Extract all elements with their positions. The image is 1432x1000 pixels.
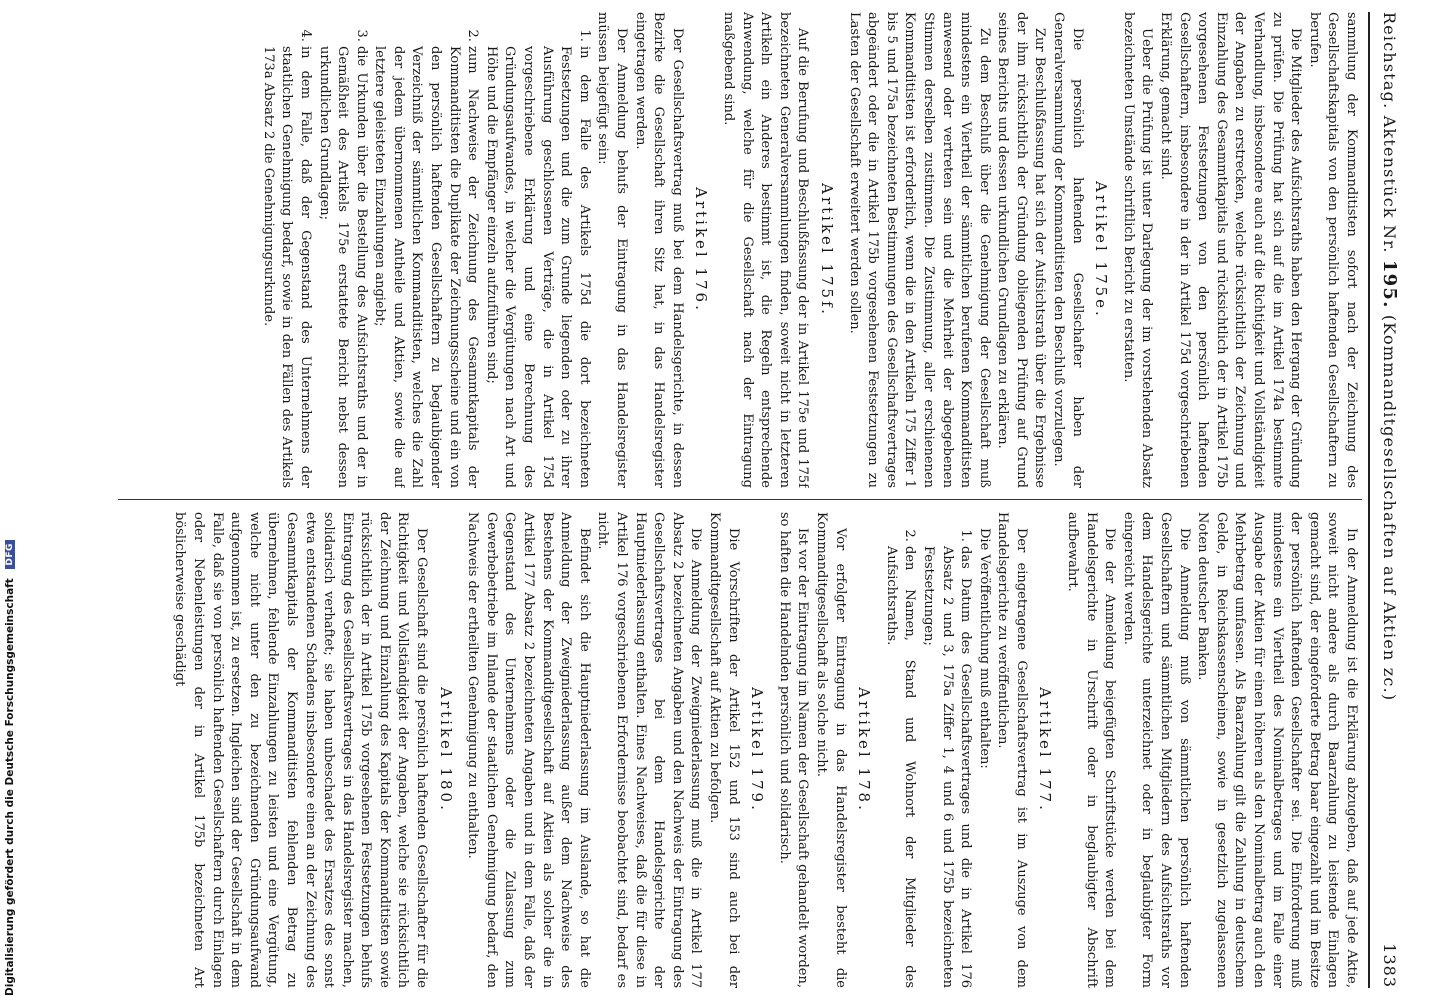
list-item: 3. die Urkunden über die Bestellung des Aufsichtsraths und der in Gemäßheit des Artikels 175e erstattete Bericht nebst dessen urkundlichen Grundlagen; <box>314 46 370 488</box>
paragraph: Zu dem Beschluß über die Genehmigung der Gesellschaft muß mindestens ein Viertheil der sämmtlichen berufenen Kommanditisten anwesend oder vertreten sein und die Mehrheit der abgegebenen Stimmen derselben zustimmen. Die Zustimmung, aller erschienenen Kommanditisten ist erforderlich, wenn die in den Artikeln 175 Ziffer 1 bis 5 und 175a bezeichneten Bestimmungen des Gesellschaftsvertrages abgeändert oder die in Artikel 175b vorgesehenen Festsetzungen zu Lasten der Gesellschaft erweitert werden sollen. <box>846 12 992 488</box>
paragraph: In der Anmeldung ist die Erklärung abzugeben, daß auf jede Aktie, soweit nicht andere als durch Baarzahlung zu leistende Einlagen gemacht sind, der eingeforderte Betrag baar eingezahlt und im Besitze der persönlich haftenden Gesellschafter sei. Die Einforderung muß mindestens ein Viertheil des Nominalbetrages und im Falle einer Ausgabe der Aktien für einen höheren als den Nominalbetrag auch den Mehrbetrag umfassen. Als Baarzahlung gilt die Zahlung in deutschem Gelde, in Reichskassenscheinen, sowie in gesetzlich zugelassenen Noten deutscher Banken. <box>1195 512 1359 988</box>
column-divider <box>118 499 1362 500</box>
paragraph: Die Anmeldung der Zweigniederlassung muß die in Artikel 177 Absatz 2 bezeichneten Angaben und den Nachweis der Eintragung des Gesellschaftsvertrages bei dem Handelsgerichte der Hauptniederlassung enthalten. Eines Nachweises, daß die für diese in Artikel 176 vorgeschriebenen Erfordernisse beobachtet sind, bedarf es nicht. <box>595 512 704 988</box>
document-number: 195. <box>1379 259 1400 309</box>
article-heading: Artikel 178. <box>855 687 874 813</box>
credit-text: Digitalisierung gefördert durch die Deutsche Forschungsgemeinschaft <box>4 578 16 996</box>
article-heading: Artikel 177. <box>1036 687 1055 813</box>
paragraph: Der Gesellschaft sind die persönlich haftenden Gesellschafter für die Richtigkeit und Vollständigkeit der Angaben, welche sie rücksichtlich der Zeichnung und Einzahlung des Kapitals der Kommanditisten sowie rücksichtlich der in Artikel 175b vorgesehenen Festsetzungen behufs Eintragung des Gesellschaftsvertrages in das Handelsregister machen, solidarisch verhaftet; sie haben unbeschadet des Ersatzes des sonst etwa entstandenen Schadens insbesondere einen an der Zeichnung des Gesammtkapitals der Kommanditisten fehlenden Betrag zu übernehmen, fehlende Einzahlungen zu leisten und eine Vergütung, welche nicht unter den zu bezeichnenden Gründungsaufwand aufgenommen ist, zu ersetzen. Ingleichen sind der Gesellschaft in dem Falle, daß sie von persönlich haftenden Gesellschaftern durch Einlagen oder Nebenleistungen der in Artikel 175b bezeichneten Art böslicherweise geschädigt <box>172 512 430 988</box>
paragraph: Der eingetragene Gesellschaftsvertrag ist im Auszuge von dem Handelsgerichte zu veröffentlichen. <box>995 512 1029 988</box>
right-column <box>120 512 1360 988</box>
numbered-list <box>258 12 593 488</box>
page-number: 1383 <box>1380 943 1399 988</box>
paragraph: Die Anmeldung muß von sämmtlichen persönlich haftenden Gesellschaftern und sämmtlichen Mitgliedern des Aufsichtsraths vor dem Handelsgerichte unterzeichnet oder in beglaubigter Form eingereicht werden. <box>1120 512 1192 988</box>
paragraph: Die persönlich haftenden Gesellschafter haben der Generalversammlung der Kommanditisten den Beschluß vorzulegen. <box>1051 12 1085 488</box>
page-header <box>1368 12 1404 988</box>
list-item: 1. in dem Falle des Artikels 175d die dort bezeichneten Festsetzungen und die zum Grunde liegenden oder zu ihrer Ausführung geschlossenen Verträge, die in Artikel 175d vorgeschriebene Erklärung und eine Berechnung des Gründungsaufwandes, in welcher die Vergütungen nach Art und Höhe und die Empfänger einzeln aufzuführen sind; <box>481 46 593 488</box>
paragraph: Die der Anmeldung beigefügten Schriftstücke werden bei dem Handelsgerichte in Urschrift oder in beglaubigter Abschrift aufbewahrt. <box>1065 512 1118 988</box>
article-heading: Artikel 175e. <box>1092 181 1111 319</box>
list-item: 4. in dem Falle, daß der Gegenstand des Unternehmens der staatlichen Genehmigung bedarf, sowie in den Fällen des Artikels 173a Absatz 2 die Genehmigungsurkunde. <box>258 46 314 488</box>
article-heading: Artikel 180. <box>436 687 455 813</box>
paragraph: sammlung der Kommanditisten sofort nach der Zeichnung des Gesellschaftskapitals von den persönlich haftenden Gesellschaftern zu berufen. <box>1306 12 1359 488</box>
paragraph: Der Anmeldung behufs der Eintragung in das Handelsregister müssen beigefügt sein: <box>595 12 630 488</box>
paragraph: Ueber die Prüfung ist unter Darlegung der im vorstehenden Absatz bezeichneten Umstände schriftlich Bericht zu erstatten. <box>1120 12 1155 488</box>
paragraph: Die Mitglieder des Aufsichtsraths haben den Hergang der Gründung zu prüfen. Die Prüfung hat sich auf die im Artikel 174a bestimmte Verhandlung, insbesondere auch auf die Richtigkeit und Vollständigkeit der Angaben zu erstrecken, welche rücksichtlich der Zeichnung und Einzahlung des Gesammtkapitals und rücksichtlich der in Artikel 175b vorgesehenen Festsetzungen von den persönlich haftenden Gesellschaftern, insbesondere in der in Artikel 175d vorgeschriebenen Erklärung, gemacht sind. <box>1158 12 1304 488</box>
article-heading: Artikel 176. <box>692 187 711 313</box>
paragraph: Der Gesellschaftsvertrag muß bei dem Handelsgerichte, in dessen Bezirke die Gesellschaft ihren Sitz hat, in das Handelsregister eingetragen werden. <box>632 12 685 488</box>
running-title: (Kommanditgesellschaften auf Aktien zc.) <box>1380 314 1399 702</box>
article-heading: Artikel 179. <box>748 687 767 813</box>
document-page <box>108 0 1408 1000</box>
article-heading: Artikel 175f. <box>817 183 836 317</box>
paragraph: Die Veröffentlichung muß enthalten: <box>976 528 992 769</box>
dfg-logo: DFG <box>5 540 15 569</box>
running-head-text: Reichstag. Aktenstück Nr. <box>1380 12 1399 254</box>
paragraph: Ist vor der Eintragung im Namen der Gesellschaft gehandelt worden, so haften die Handelnden persönlich und solidarisch. <box>776 512 811 988</box>
running-head <box>1379 12 1398 701</box>
paragraph: Befindet sich die Hauptniederlassung im Auslande, so hat die Anmeldung der Zweigniederlassung außer dem Nachweise des Bestehens der Kommanditgesellschaft auf Aktien als solcher die in Artikel 177 Absatz 2 bezeichneten Angaben und in dem Falle, daß der Gegenstand des Unternehmens oder die Zulassung zum Gewerbebetriebe im Inlande der staatlichen Genehmigung bedarf, den Nachweis der ertheilten Genehmigung zu enthalten. <box>465 512 592 988</box>
paragraph: Vor erfolgter Eintragung in das Handelsregister besteht die Kommanditgesellschaft als solche nicht. <box>813 512 848 988</box>
list-item: 2. zum Nachweise der Zeichnung des Gesammtkapitals der Kommanditisten die Duplikate der Zeichnungsscheine und ein von den persönlich haftenden Gesellschaftern zu beglaubigender Verzeichniß der sämmtlichen Kommanditisten, welches die Zahl der jedem übernommenen Antheile und Aktien, sowie die auf letztere geleisteten Einzahlungen angiebt; <box>370 46 482 488</box>
digitization-credit-strip <box>0 0 26 1000</box>
numbered-list <box>881 512 974 988</box>
digitization-credit <box>4 540 16 996</box>
list-item: 1. das Datum des Gesellschaftsvertrages und die in Artikel 176 Absatz 2 und 3, 175a Ziffer 1, 4 und 6 und 175b bezeichneten Festsetzungen; <box>918 546 974 988</box>
left-column <box>120 12 1360 488</box>
paragraph: Zur Beschlußfassung hat sich der Aufsichtsrath über die Ergebnisse der ihm rücksichtlich der Gründung obliegenden Prüfung auf Grund seines Berichts und dessen urkundlichen Grundlagen zu erklären. <box>995 12 1048 488</box>
paragraph: Auf die Berufung und Beschlußfassung der in Artikel 175e und 175f bezeichneten Generalversammlungen finden, soweit nicht in letzteren Artikeln ein Anderes bestimmt ist, die Regeln entsprechende Anwendung, welche für die Gesellschaft nach der Eintragung maßgebend sind. <box>721 12 811 488</box>
list-item: 2. den Namen, Stand und Wohnort der Mitglieder des Aufsichtsraths. <box>881 546 918 988</box>
paragraph: Die Vorschriften der Artikel 152 und 153 sind auch bei der Kommanditgesellschaft auf Aktien zu befolgen. <box>707 512 741 988</box>
